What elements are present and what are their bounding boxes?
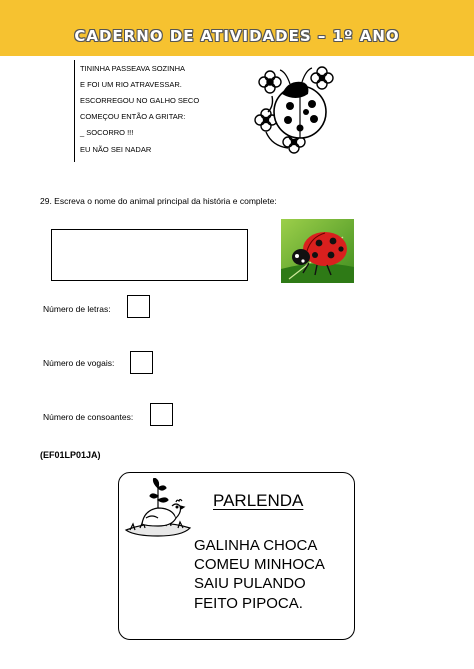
- vowels-count-label: Número de vogais:: [43, 358, 115, 368]
- animal-name-answer-box[interactable]: [51, 229, 248, 281]
- page-title: CADERNO DE ATIVIDADES – 1º ANO: [74, 27, 400, 45]
- letters-count-box[interactable]: [127, 295, 150, 318]
- consonants-count-label: Número de consoantes:: [43, 412, 134, 422]
- question-29: 29. Escreva o nome do animal principal da história e complete:: [40, 196, 277, 206]
- skill-code: (EF01LP01JA): [40, 450, 101, 460]
- poem-block: [74, 60, 240, 162]
- poem-line: COMEÇOU ENTÃO A GRITAR:: [80, 112, 186, 121]
- ladybug-flowers-icon: [252, 62, 340, 158]
- poem-line: EU NÃO SEI NADAR: [80, 145, 152, 154]
- ladybug-photo-icon: [281, 219, 354, 283]
- consonants-count-box[interactable]: [150, 403, 173, 426]
- parlenda-line: FEITO PIPOCA.: [194, 595, 303, 612]
- vowels-count-box[interactable]: [130, 351, 153, 374]
- parlenda-line: SAIU PULANDO: [194, 575, 306, 592]
- hen-on-grass-icon: [122, 478, 194, 542]
- parlenda-line: COMEU MINHOCA: [194, 556, 325, 573]
- parlenda-title: PARLENDA: [213, 491, 304, 510]
- parlenda-line: GALINHA CHOCA: [194, 537, 318, 554]
- poem-line: _ SOCORRO !!!: [80, 128, 134, 137]
- poem-line: E FOI UM RIO ATRAVESSAR.: [80, 80, 182, 89]
- letters-count-label: Número de letras:: [43, 304, 111, 314]
- poem-line: TININHA PASSEAVA SOZINHA: [80, 64, 186, 73]
- poem-line: ESCORREGOU NO GALHO SECO: [80, 96, 200, 105]
- header-banner: [0, 0, 474, 56]
